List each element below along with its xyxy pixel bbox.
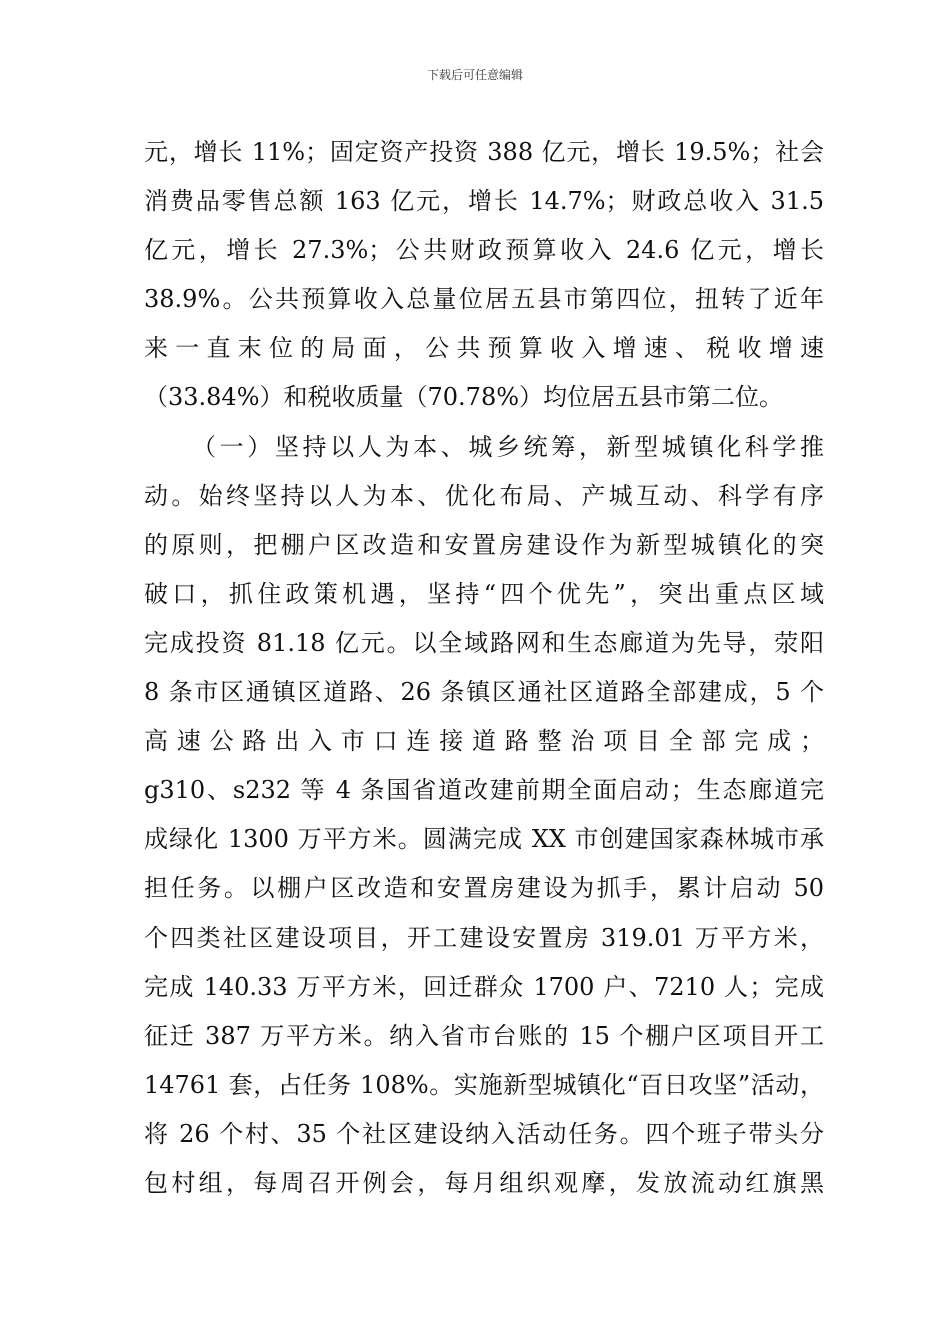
- text-line: 个四类社区建设项目，开工建设安置房 319.01 万平方米，: [144, 923, 824, 952]
- text-line: 完成投资 81.18 亿元。以全域路网和生态廊道为先导，荥阳: [144, 628, 824, 657]
- text-line: g310、s232 等 4 条国省道改建前期全面启动；生态廊道完: [144, 776, 824, 805]
- text-line: 担任务。以棚户区改造和安置房建设为抓手，累计启动 50: [144, 874, 824, 903]
- text-line: 高速公路出入市口连接道路整治项目全部完成；: [144, 727, 824, 756]
- text-line: 完成 140.33 万平方米，回迁群众 1700 户、7210 人；完成: [144, 972, 824, 1001]
- text-line: 动。始终坚持以人为本、优化布局、产城互动、科学有序: [144, 481, 824, 510]
- page-header: 下载后可任意编辑: [426, 68, 523, 82]
- text-line: 来一直末位的局面，公共预算收入增速、税收增速: [144, 334, 824, 363]
- text-line: 成绿化 1300 万平方米。圆满完成 XX 市创建国家森林城市承: [144, 825, 824, 854]
- text-line: 的原则，把棚户区改造和安置房建设作为新型城镇化的突: [144, 530, 824, 559]
- text-line: 将 26 个村、35 个社区建设纳入活动任务。四个班子带头分: [144, 1119, 824, 1148]
- text-line: 元，增长 11%；固定资产投资 388 亿元，增长 19.5%；社会: [144, 138, 824, 166]
- text-line: 征迁 387 万平方米。纳入省市台账的 15 个棚户区项目开工: [144, 1021, 824, 1050]
- text-line: 14761 套，占任务 108%。实施新型城镇化“百日攻坚”活动，: [144, 1070, 824, 1099]
- text-line: 消费品零售总额 163 亿元，增长 14.7%；财政总收入 31.5: [144, 187, 824, 216]
- text-line: 破口，抓住政策机遇，坚持“四个优先”，突出重点区域: [144, 579, 824, 608]
- text-line: 包村组，每周召开例会，每月组织观摩，发放流动红旗黑: [144, 1168, 824, 1197]
- paragraph-first-line: （一）坚持以人为本、城乡统筹，新型城镇化科学推: [192, 432, 824, 461]
- text-line: 8 条市区通镇区道路、26 条镇区通社区道路全部建成，5 个: [144, 678, 824, 707]
- text-line: 亿元，增长 27.3%；公共财政预算收入 24.6 亿元，增长: [144, 236, 824, 265]
- text-line: （33.84%）和税收质量（70.78%）均位居五县市第二位。: [144, 383, 784, 412]
- document-body: [144, 128, 824, 1208]
- text-line: 38.9%。公共预算收入总量位居五县市第四位，扭转了近年: [144, 285, 824, 314]
